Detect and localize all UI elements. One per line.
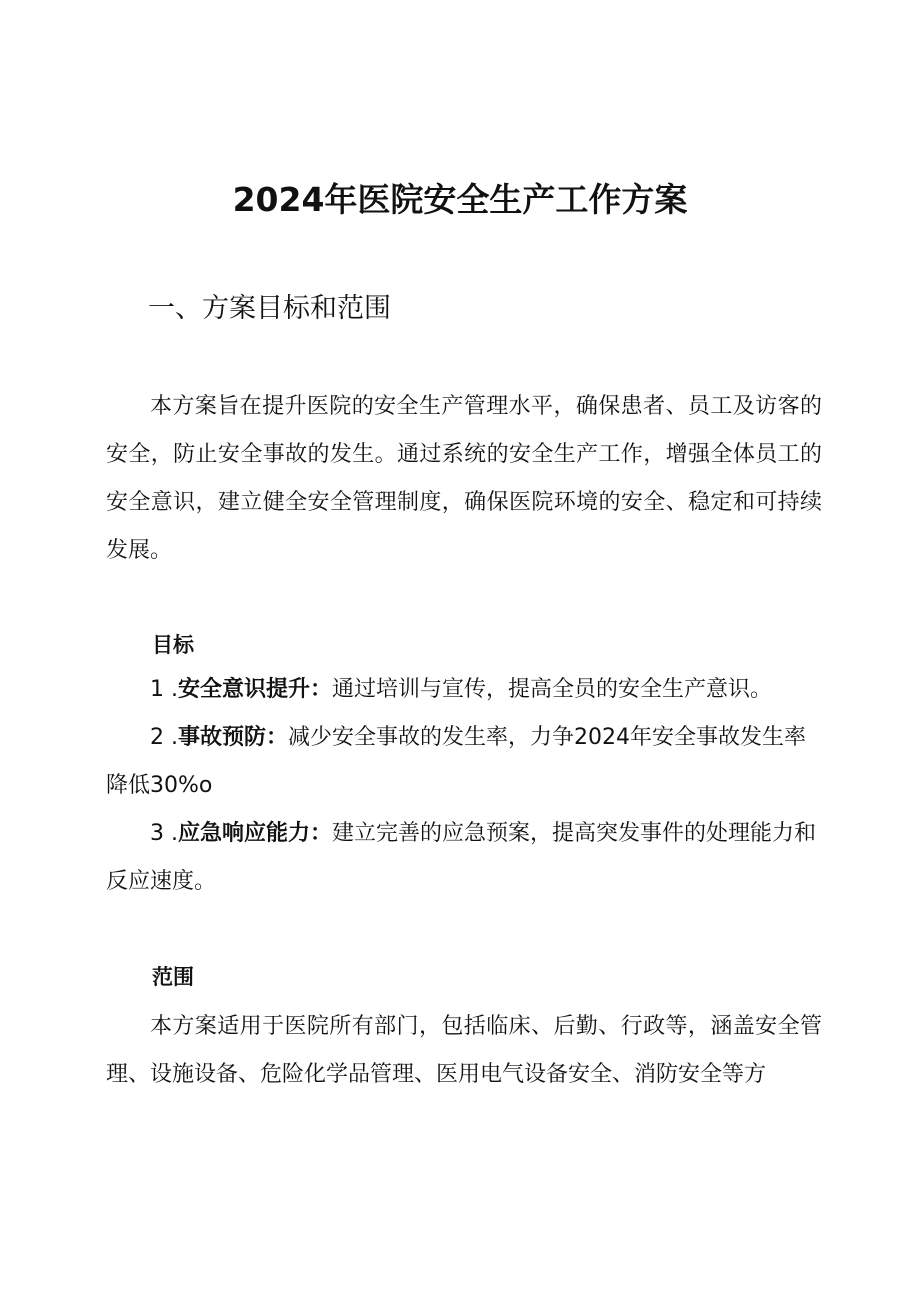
section-heading: 一、方案目标和范围 [148, 293, 391, 324]
scope-paragraph: 本方案适用于医院所有部门，包括临床、后勤、行政等，涵盖安全管理、设施设备、危险化学品管理、医用电气设备安全、消防安全等方 [106, 1014, 822, 1087]
goal-item [106, 666, 822, 714]
document-title: 2024年医院安全生产工作方案 [232, 180, 688, 219]
goal-number: 1 . [150, 677, 178, 702]
goal-label: 事故预防： [177, 725, 288, 750]
scope-heading: 范围 [152, 965, 194, 989]
goal-item [106, 810, 822, 906]
intro-paragraph: 本方案旨在提升医院的安全生产管理水平，确保患者、员工及访客的安全，防止安全事故的发生。通过系统的安全生产工作，增强全体员工的安全意识，建立健全安全管理制度，确保医院环境的安全、稳定和可持续发展。 [106, 394, 822, 563]
goal-label: 安全意识提升： [177, 677, 332, 702]
goals-heading: 目标 [152, 633, 194, 657]
goal-number: 2 . [150, 725, 178, 750]
goal-number: 3 . [150, 821, 178, 846]
goal-text: 通过培训与宣传，提高全员的安全生产意识。 [332, 677, 773, 702]
goal-item [106, 714, 822, 810]
goal-text: 建立完善的应急预案，提高突发事件的处理能力和反应速度。 [106, 821, 817, 894]
goal-label: 应急响应能力： [177, 821, 332, 846]
goal-text: 减少安全事故的发生率，力争2024年安全事故发生率降低30%o [106, 725, 806, 798]
